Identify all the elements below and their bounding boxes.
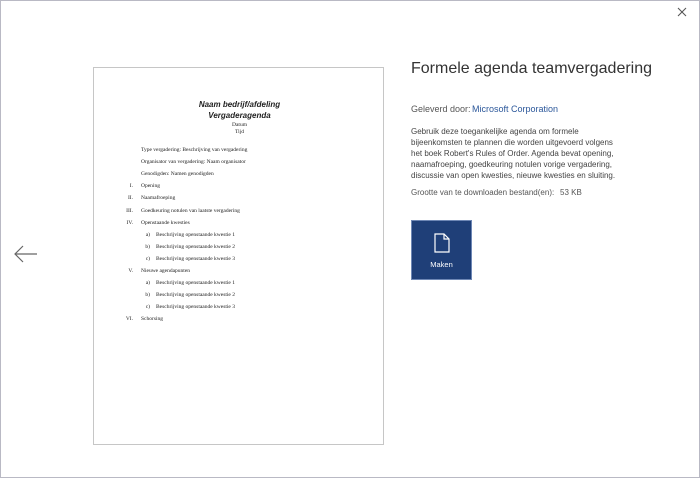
- preview-item-num: II.: [127, 195, 133, 201]
- preview-item-text: Beschrijving openstaande kwestie 1: [156, 280, 235, 286]
- template-preview: [93, 67, 384, 445]
- preview-title: Vergaderagenda: [208, 111, 271, 120]
- preview-item-num: c): [145, 256, 150, 262]
- back-arrow-button[interactable]: [13, 241, 39, 267]
- template-title: Formele agenda teamvergadering: [411, 60, 653, 77]
- preview-item-num: b): [145, 244, 150, 250]
- create-button[interactable]: [411, 220, 472, 280]
- back-arrow-icon: [13, 241, 39, 267]
- preview-item-text: Schorsing: [141, 316, 163, 322]
- preview-item-text: Beschrijving openstaande kwestie 2: [156, 292, 235, 298]
- preview-item-text: Naamafroeping: [141, 195, 176, 201]
- preview-company: Naam bedrijf/afdeling: [198, 100, 281, 109]
- download-size-label: Grootte van te downloaden bestand(en):: [411, 188, 555, 197]
- preview-item-text: Openstaande kwesties: [141, 220, 190, 226]
- preview-meta-type: Type vergadering: Beschrijving van vergadering: [141, 147, 248, 153]
- preview-item-text: Beschrijving openstaande kwestie 3: [156, 256, 235, 262]
- provided-by-link[interactable]: Microsoft Corporation: [472, 104, 559, 114]
- document-icon: [434, 233, 450, 253]
- preview-item-num: b): [145, 292, 150, 298]
- preview-item-num: VI.: [125, 316, 133, 322]
- preview-meta-organizer: Organisator van vergadering: Naam organisator: [141, 159, 246, 165]
- close-icon: [677, 7, 687, 17]
- preview-item-text: Goedkeuring notulen van laatste vergadering: [141, 208, 240, 214]
- preview-item-text: Nieuwe agendapunten: [141, 268, 191, 274]
- preview-date: Datum: [232, 122, 247, 128]
- close-button[interactable]: [672, 2, 692, 22]
- preview-item-num: a): [145, 280, 150, 286]
- provided-by-label: Geleverd door:: [411, 104, 471, 114]
- preview-item-num: I.: [129, 183, 133, 189]
- preview-item-num: IV.: [126, 220, 133, 226]
- preview-meta-invitees: Genodigden: Namen genodigden: [141, 171, 214, 177]
- preview-item-text: Beschrijving openstaande kwestie 2: [156, 244, 235, 250]
- preview-item-text: Beschrijving openstaande kwestie 1: [156, 232, 235, 238]
- download-size-value: 53 KB: [560, 188, 582, 197]
- preview-item-text: Beschrijving openstaande kwestie 3: [156, 304, 235, 310]
- create-button-label: Maken: [430, 260, 453, 269]
- preview-time: Tijd: [235, 129, 244, 135]
- preview-item-num: V.: [128, 268, 133, 274]
- preview-item-num: c): [145, 304, 150, 310]
- preview-item-text: Opening: [141, 183, 160, 189]
- template-description: Gebruik deze toegankelijke agenda om formele bijeenkomsten te plannen die worden uitgevoerd volgens het boek Robert's Rules of Order. Agenda bevat opening, naamafroeping, goedkeuring notulen vorige vergadering, discussie van open kwesties, nieuwe kwesties en sluiting.: [411, 127, 616, 180]
- preview-item-num: III.: [126, 208, 133, 214]
- preview-item-num: a): [145, 232, 150, 238]
